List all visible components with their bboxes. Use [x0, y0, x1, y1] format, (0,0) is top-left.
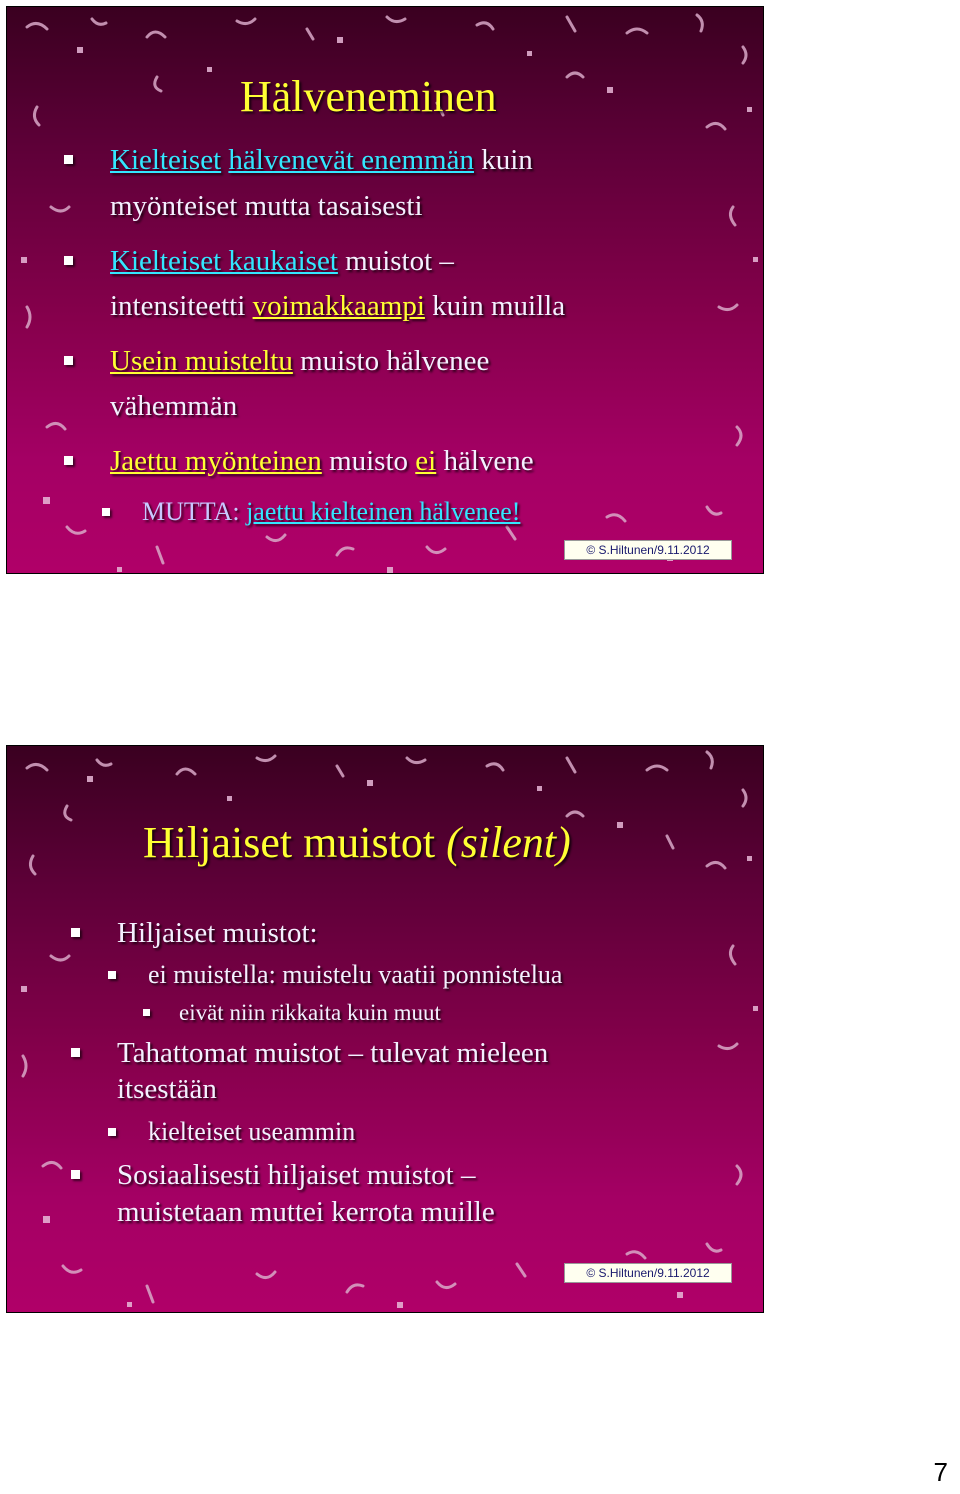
bullet-marker [64, 256, 73, 265]
bullet-continuation [110, 383, 237, 429]
slide-title [143, 817, 571, 868]
bullet-marker [108, 971, 116, 979]
bullet-continuation [117, 1189, 495, 1235]
bullet-text: muisto hälvenee [292, 345, 490, 377]
link-jaettu-kielteinen[interactable]: jaettu kielteinen hälvenee! [246, 497, 521, 526]
bullet-text: muistetaan muttei kerrota muille [117, 1196, 495, 1228]
bullet-text: muisto [321, 445, 416, 477]
sub-bullet-item [142, 489, 520, 535]
bullet-item [110, 238, 454, 284]
bullet-marker [64, 155, 73, 164]
bullet-text: vähemmän [110, 390, 238, 422]
bullet-text: Tahattomat muistot – tulevat mieleen [117, 1037, 549, 1069]
link-ei[interactable]: ei [415, 445, 437, 477]
slide-hiljaiset-muistot [6, 745, 764, 1313]
bullet-item [110, 438, 534, 484]
copyright-footer: © S.Hiltunen/9.11.2012 [564, 540, 732, 560]
bullet-marker [143, 1009, 150, 1016]
bullet-text: Hiljaiset muistot: [117, 917, 318, 949]
bullet-item [117, 910, 318, 956]
bullet-marker [108, 1128, 116, 1136]
bullet-text: kuin muilla [424, 290, 566, 322]
bullet-text: Sosiaalisesti hiljaiset muistot – [117, 1159, 476, 1191]
link-kielteiset[interactable]: Kielteiset [110, 144, 222, 176]
bullet-text: eivät niin rikkaita kuin muut [179, 1000, 441, 1025]
bullet-marker [64, 456, 73, 465]
bullet-text: kuin [473, 144, 533, 176]
link-kielteiset-kaukaiset[interactable]: Kielteiset kaukaiset [110, 245, 338, 277]
title-text: Hiljaiset muistot [143, 818, 447, 867]
bullet-text: kielteiset useammin [148, 1117, 356, 1146]
title-italic-text: (silent) [446, 818, 571, 867]
bullet-item [110, 338, 489, 384]
slide-title: Hälveneminen [240, 72, 497, 121]
bullet-item [110, 137, 533, 183]
bullet-text: intensiteetti [110, 290, 253, 322]
bullet-text: hälvene [436, 445, 534, 477]
link-usein-muisteltu[interactable]: Usein muisteltu [110, 345, 293, 377]
bullet-marker [64, 356, 73, 365]
slide-halveneminen [6, 6, 764, 574]
bullet-text: itsestään [117, 1073, 217, 1105]
link-halvenevat-enemman[interactable]: hälvenevät enemmän [228, 144, 474, 176]
copyright-footer: © S.Hiltunen/9.11.2012 [564, 1263, 732, 1283]
bullet-text: muistot – [337, 245, 454, 277]
bullet-continuation [110, 283, 565, 329]
link-jaettu-myonteinen[interactable]: Jaettu myönteinen [110, 445, 322, 477]
bullet-continuation [117, 1066, 217, 1112]
bullet-continuation [110, 183, 423, 229]
bullet-marker [71, 1170, 80, 1179]
bullet-text: myönteiset mutta tasaisesti [110, 190, 423, 222]
bullet-marker [71, 928, 80, 937]
link-voimakkaampi[interactable]: voimakkaampi [252, 290, 425, 322]
sub-bullet-item [148, 1109, 355, 1155]
bullet-text: MUTTA: [142, 497, 247, 526]
page-number: 7 [933, 1457, 948, 1487]
bullet-marker [102, 508, 110, 516]
bullet-text: ei muistella: muistelu vaatii ponnistelua [148, 960, 563, 989]
bullet-marker [71, 1048, 80, 1057]
